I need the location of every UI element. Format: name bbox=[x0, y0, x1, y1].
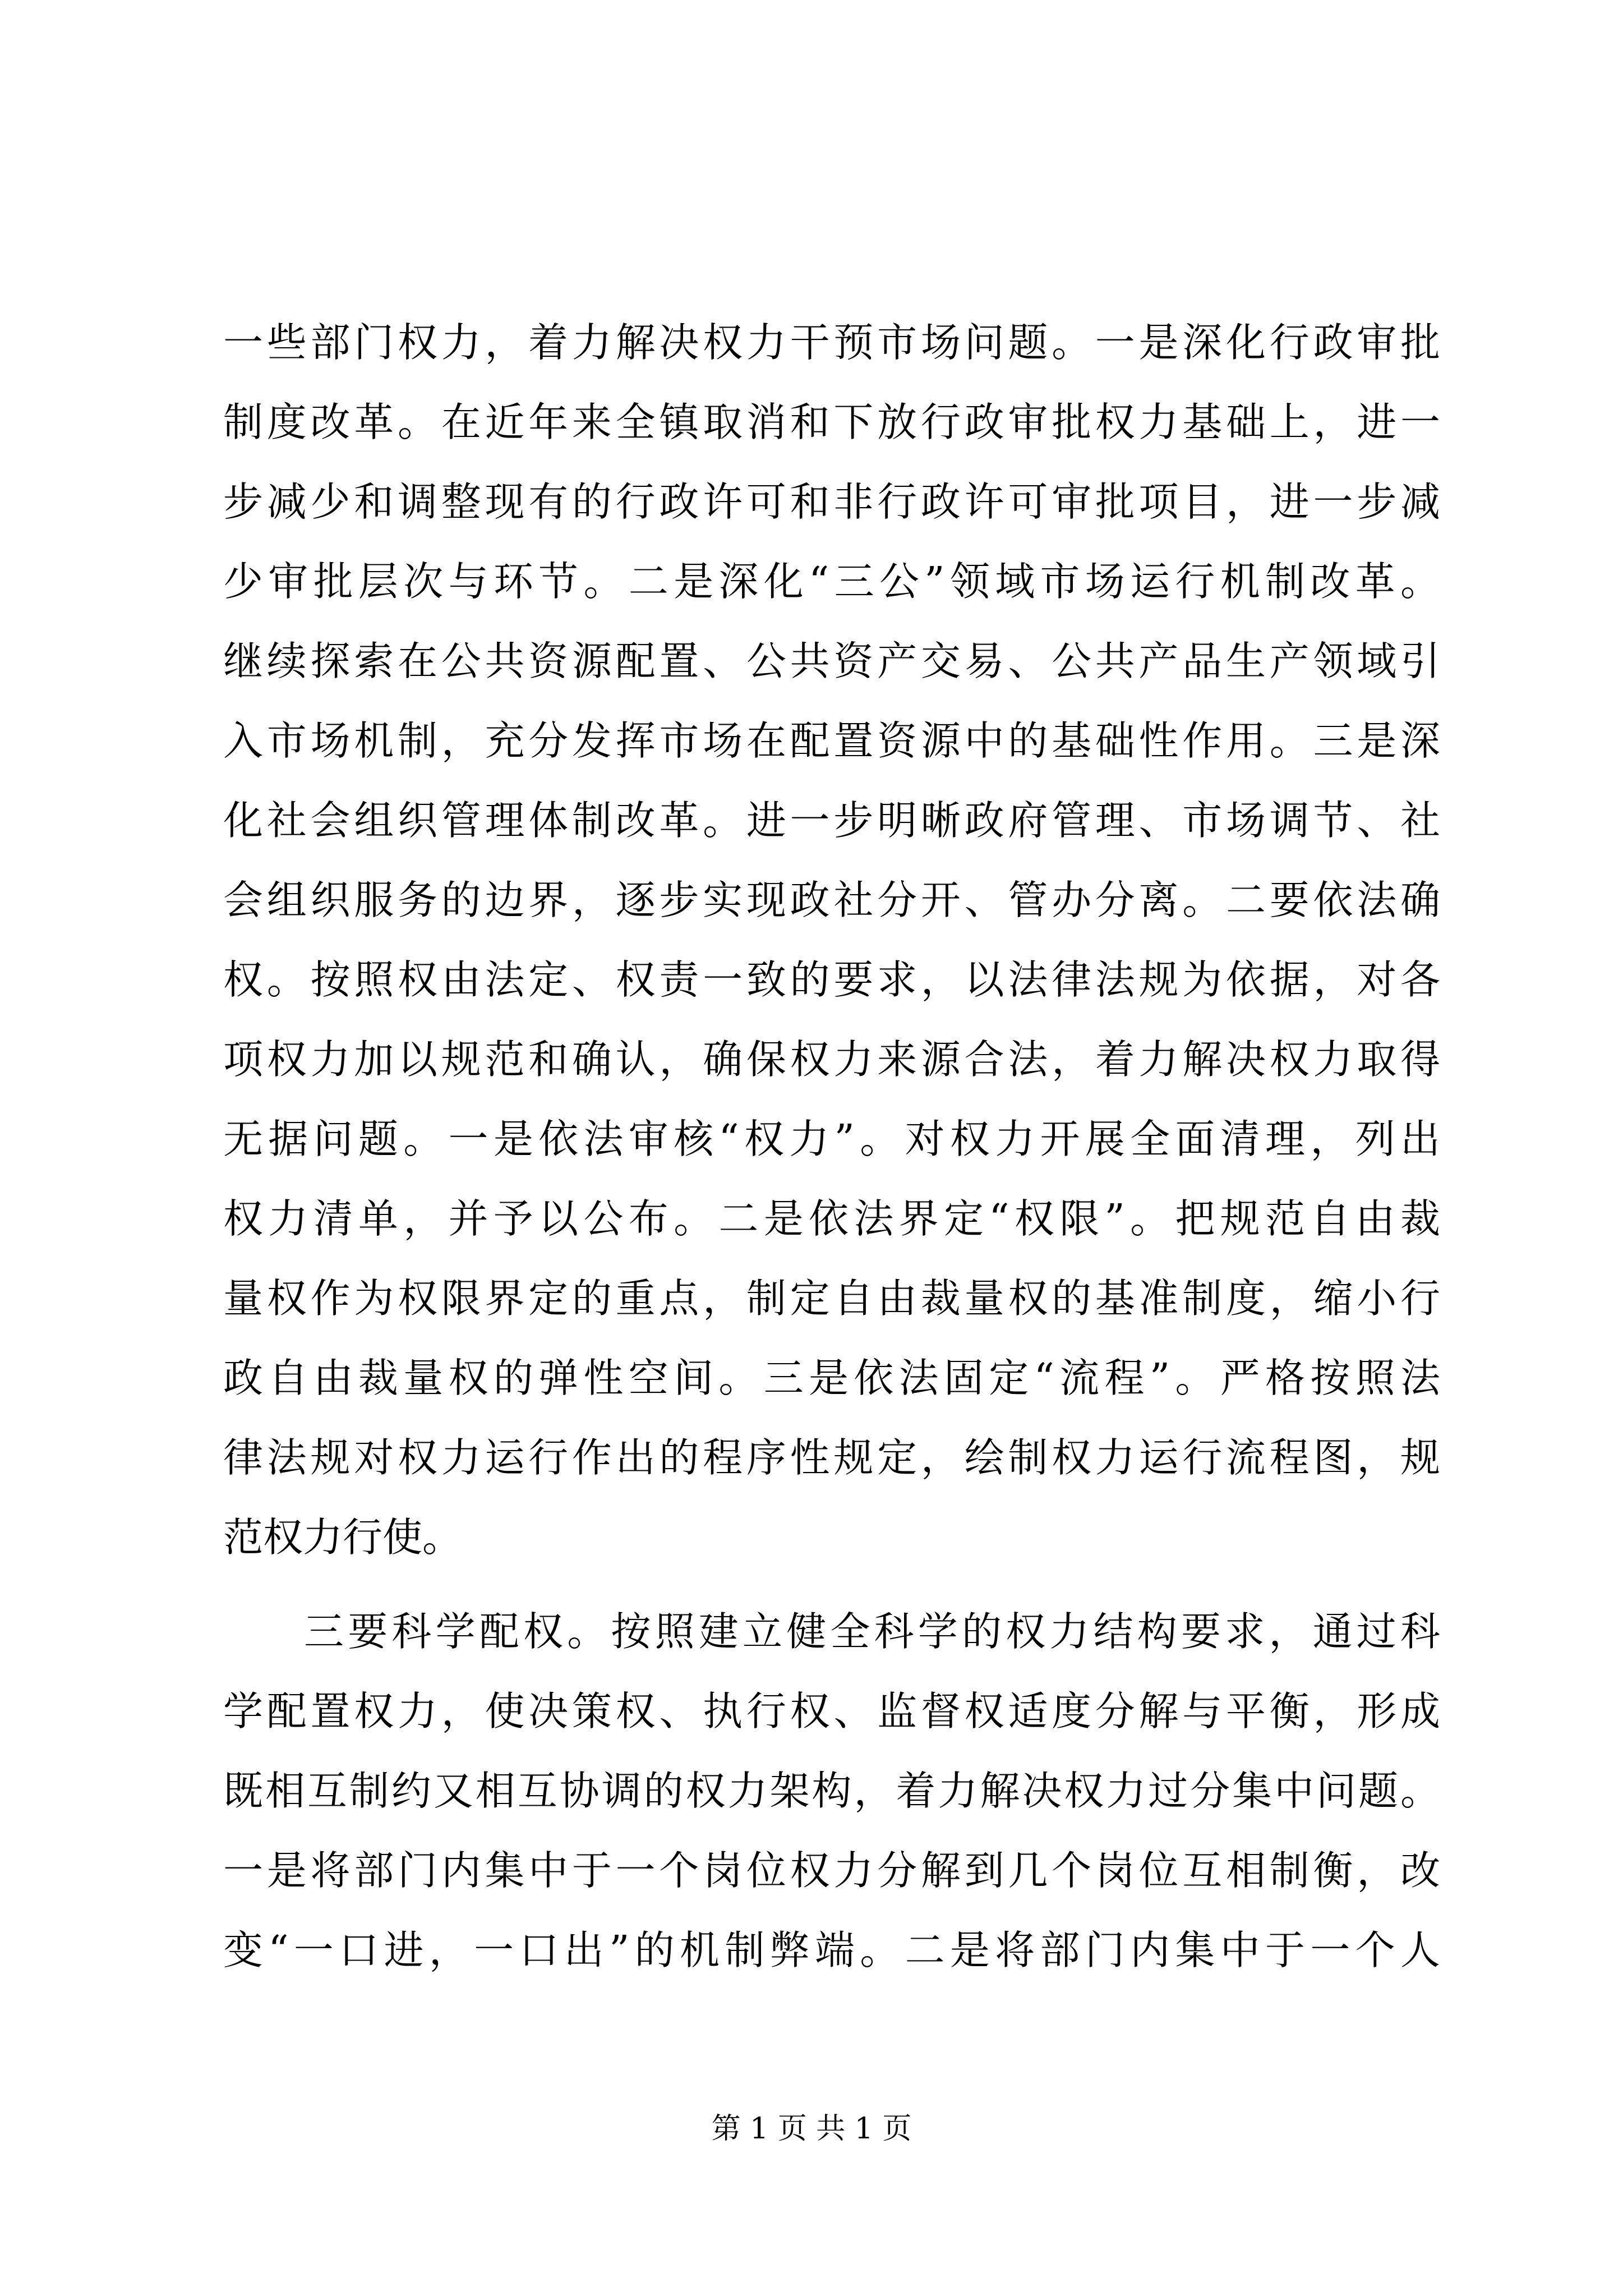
text-line: 继续探索在公共资源配置、公共资产交易、公共产品生产领域引 bbox=[223, 638, 1440, 684]
text-line: 政自由裁量权的弹性空间。三是依法固定“流程”。严格按照法 bbox=[223, 1355, 1440, 1401]
text-line: 无据问题。一是依法审核“权力”。对权力开展全面清理，列出 bbox=[223, 1116, 1440, 1162]
text-line: 制度改革。在近年来全镇取消和下放行政审批权力基础上，进一 bbox=[223, 399, 1440, 445]
text-line: 三要科学配权。按照建立健全科学的权力结构要求，通过科 bbox=[304, 1608, 1440, 1655]
text-line: 学配置权力，使决策权、执行权、监督权适度分解与平衡，形成 bbox=[223, 1688, 1440, 1734]
paragraph-1 bbox=[223, 303, 1440, 1577]
text-line: 变“一口进，一口出”的机制弊端。二是将部门内集中于一个人 bbox=[223, 1927, 1440, 1973]
text-line: 权力清单，并予以公布。二是依法界定“权限”。把规范自由裁 bbox=[223, 1195, 1440, 1242]
text-line: 会组织服务的边界，逐步实现政社分开、管办分离。二要依法确 bbox=[223, 877, 1440, 923]
text-line: 步减少和调整现有的行政许可和非行政许可审批项目，进一步减 bbox=[223, 478, 1440, 525]
text-line: 既相互制约又相互协调的权力架构，着力解决权力过分集中问题。 bbox=[223, 1768, 1440, 1814]
text-line: 少审批层次与环节。二是深化“三公”领域市场运行机制改革。 bbox=[223, 558, 1440, 605]
text-line: 律法规对权力运行作出的程序性规定，绘制权力运行流程图，规 bbox=[223, 1434, 1440, 1481]
text-line: 范权力行使。 bbox=[223, 1514, 463, 1561]
text-line: 一是将部门内集中于一个岗位权力分解到几个岗位互相制衡，改 bbox=[223, 1847, 1440, 1894]
text-line: 化社会组织管理体制改革。进一步明晰政府管理、市场调节、社 bbox=[223, 797, 1440, 844]
text-line: 量权作为权限界定的重点，制定自由裁量权的基准制度，缩小行 bbox=[223, 1275, 1440, 1322]
text-line: 项权力加以规范和确认，确保权力来源合法，着力解决权力取得 bbox=[223, 1036, 1440, 1083]
page-number-footer: 第 1 页 共 1 页 bbox=[711, 2112, 912, 2146]
document-body bbox=[223, 303, 1440, 1990]
text-line: 权。按照权由法定、权责一致的要求，以法律法规为依据，对各 bbox=[223, 956, 1440, 1003]
text-line: 入市场机制，充分发挥市场在配置资源中的基础性作用。三是深 bbox=[223, 717, 1440, 764]
text-line: 一些部门权力，着力解决权力干预市场问题。一是深化行政审批 bbox=[223, 319, 1440, 366]
paragraph-2 bbox=[223, 1592, 1440, 1990]
paragraph-spacing bbox=[223, 1577, 1440, 1592]
